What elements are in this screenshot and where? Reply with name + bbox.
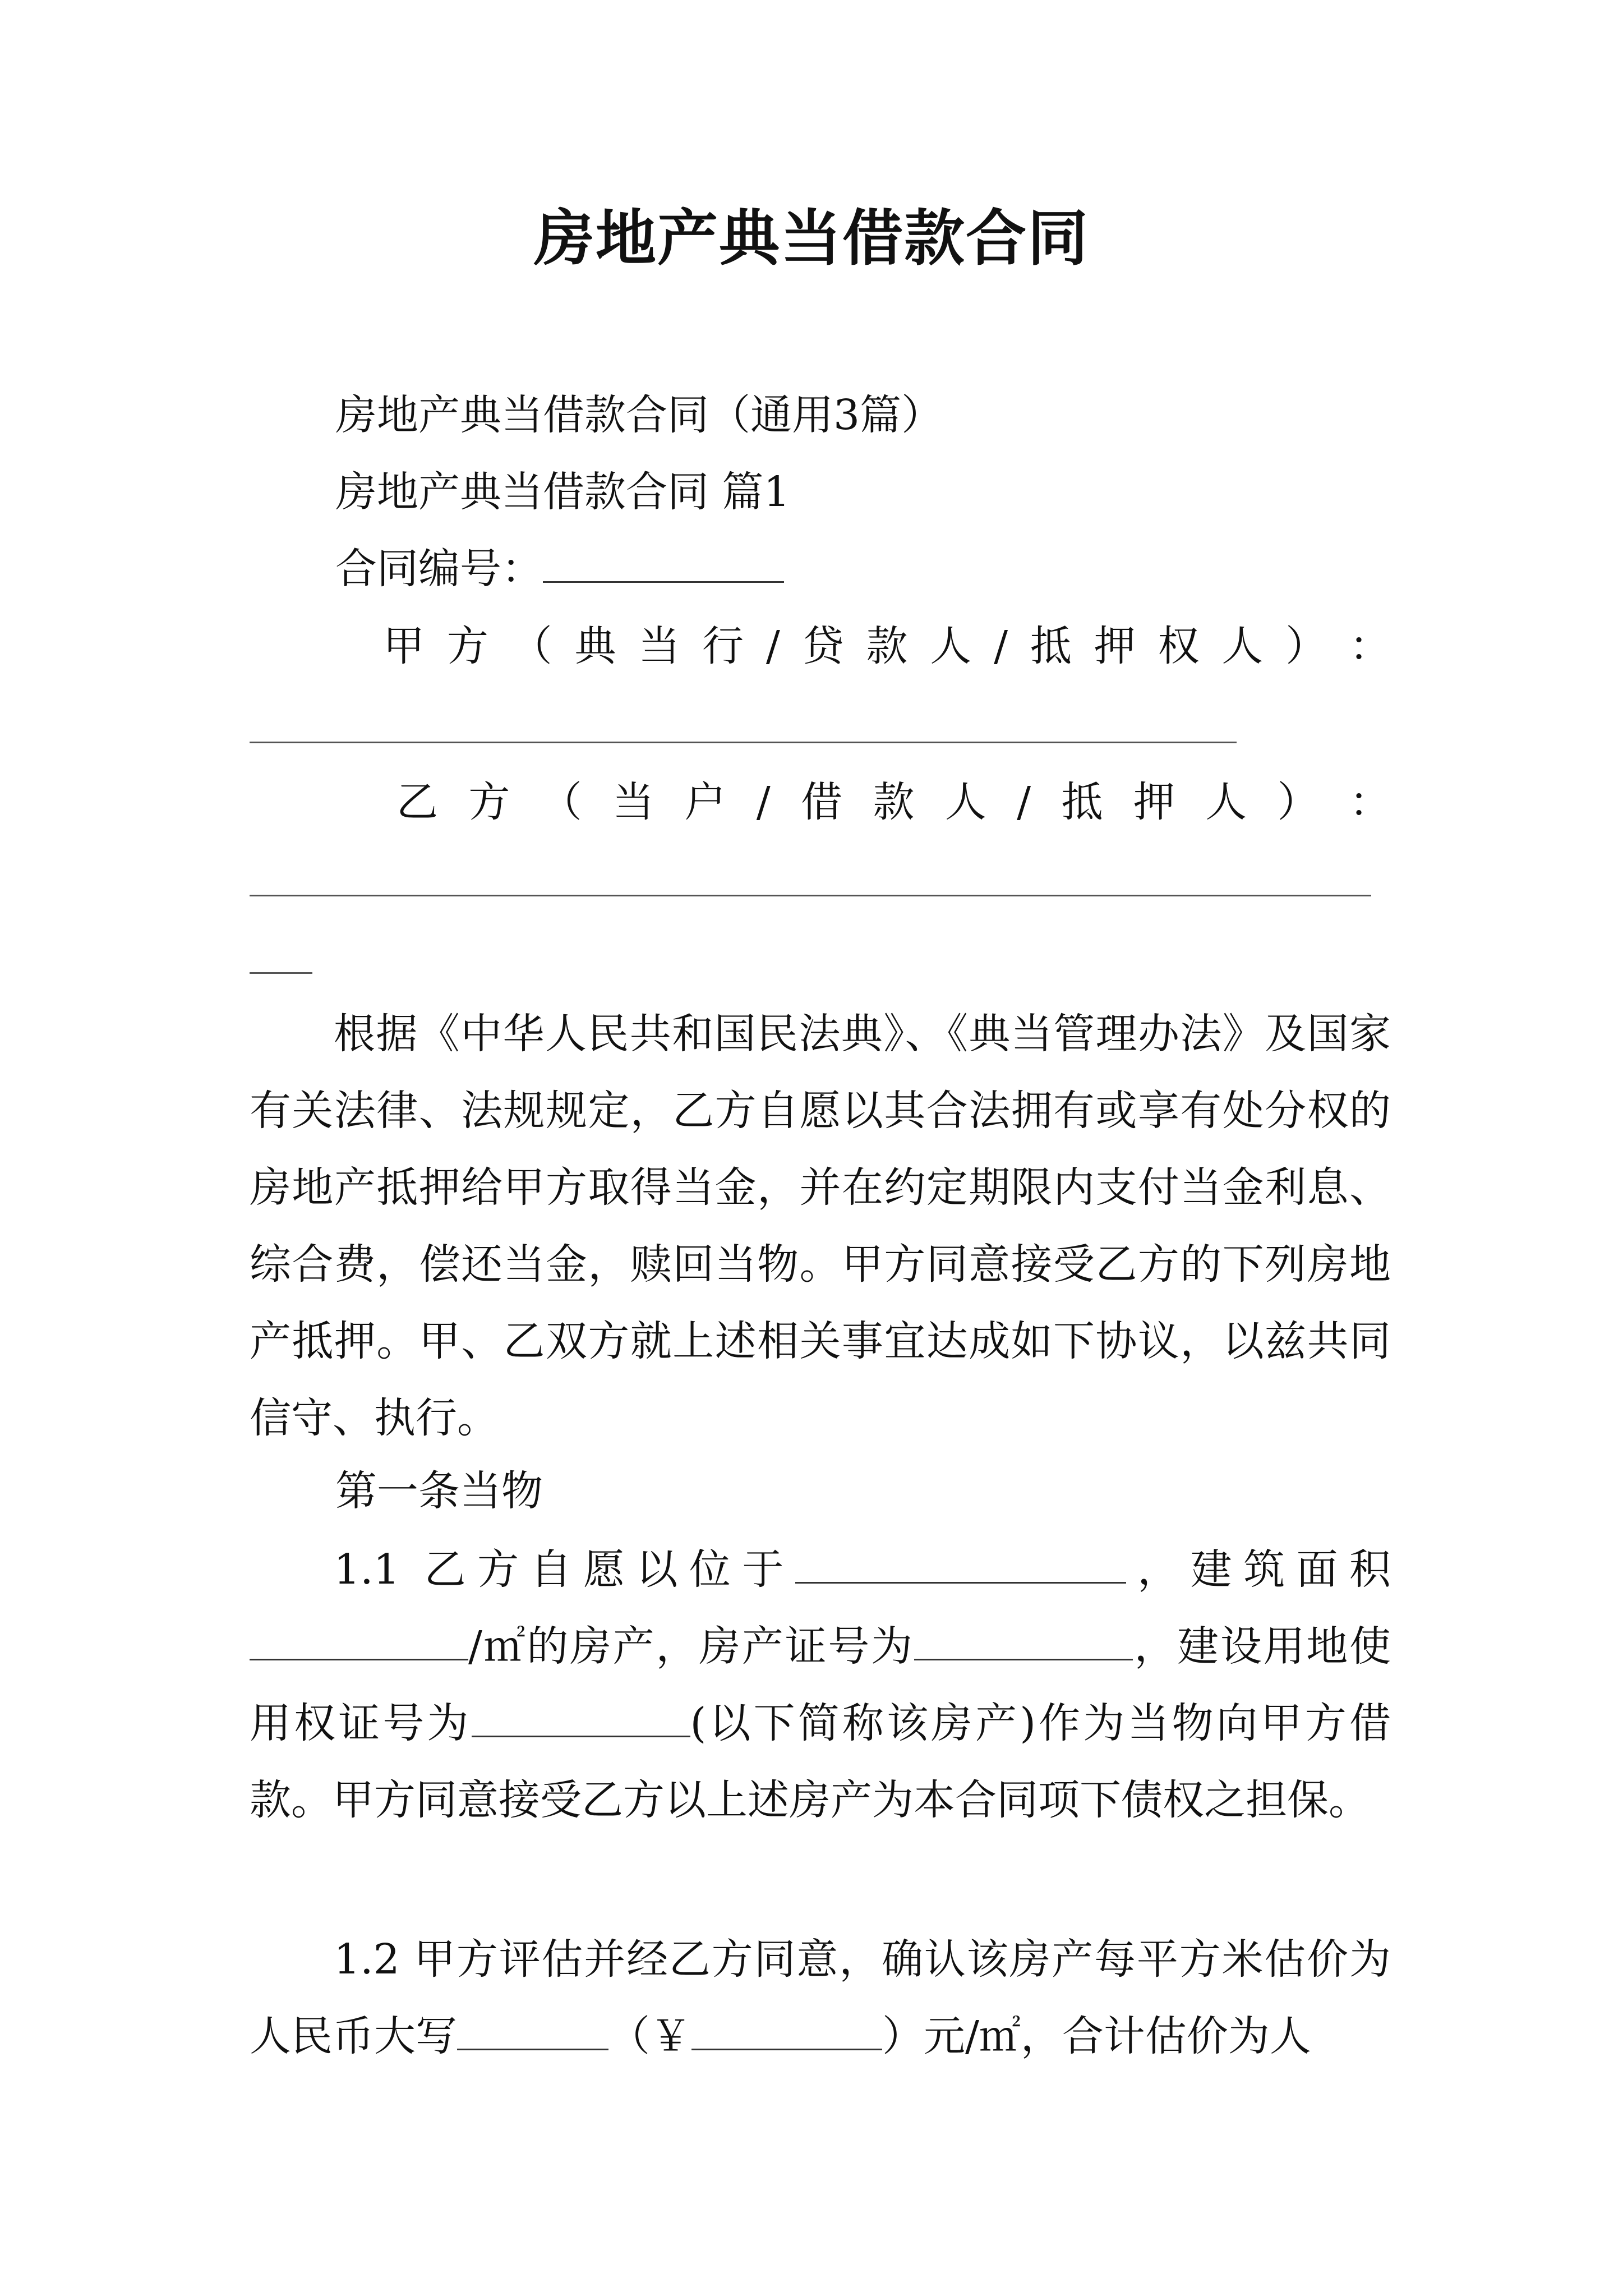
clause-1-1-text: (以下简称该房产)作为当物向甲方借款。甲方同意接受乙方以上述房产为本合同项下债权之担保。 bbox=[250, 1699, 1391, 1824]
clause-1-2-text: （￥ bbox=[608, 2012, 691, 2060]
party-b-char: 方 bbox=[468, 778, 510, 826]
party-b-char: 户 bbox=[684, 778, 726, 826]
contract-number-line bbox=[335, 541, 784, 597]
document-subtitle: 房地产典当借款合同（通用3篇） bbox=[335, 391, 943, 439]
party-a-char: 典 bbox=[574, 622, 616, 670]
clause-1-1-text: /㎡的房产，房产证号为 bbox=[468, 1622, 914, 1671]
party-a-char: 人 bbox=[930, 622, 972, 670]
contract-number-label: 合同编号： bbox=[335, 545, 543, 593]
document-title: 房地产典当借款合同 bbox=[533, 203, 1089, 274]
party-a-char: / bbox=[766, 622, 780, 670]
party-b-char: 押 bbox=[1133, 778, 1175, 826]
party-a-char: 行 bbox=[702, 622, 744, 670]
preamble-paragraph: 根据《中华人民共和国民法典》、《典当管理办法》及国家有关法律、法规规定，乙方自愿以其合法拥有或享有处分权的房地产抵押给甲方取得当金，并在约定期限内支付当金利息、综合费，偿还当金，赎回当物。甲方同意接受乙方的下列房地产抵押。甲、乙双方就上述相关事宜达成如下协议，以兹共同信守、执行。 bbox=[250, 1010, 1391, 1442]
price-words-blank bbox=[457, 2009, 608, 2050]
party-a-char: （ bbox=[510, 622, 552, 670]
price-number-blank bbox=[691, 2009, 882, 2050]
clause-1-2 bbox=[250, 1921, 1391, 2075]
party-b-char: 乙 bbox=[396, 778, 438, 826]
party-b-char: （ bbox=[540, 778, 582, 826]
party-a-char: ： bbox=[1349, 622, 1391, 670]
party-b-char: 款 bbox=[873, 778, 915, 826]
party-b-char: 抵 bbox=[1061, 778, 1103, 826]
party-a-char: 方 bbox=[446, 622, 488, 670]
party-a-blank-line bbox=[250, 742, 1237, 743]
party-b-blank-line-continued bbox=[250, 972, 312, 974]
party-a-char: 款 bbox=[866, 622, 908, 670]
contract-number-blank bbox=[543, 542, 784, 583]
party-b-char: ： bbox=[1349, 778, 1391, 826]
party-a-char: 人 bbox=[1221, 622, 1264, 670]
party-b-char: 当 bbox=[612, 778, 654, 826]
section-heading: 房地产典当借款合同 篇1 bbox=[335, 468, 790, 516]
clause-1-1-text: 1.1 乙方自愿以位于 bbox=[334, 1545, 795, 1594]
party-b-char: / bbox=[756, 778, 771, 826]
party-a-char: ） bbox=[1285, 622, 1327, 670]
party-b-char: 人 bbox=[1205, 778, 1247, 826]
party-a-char: / bbox=[994, 622, 1008, 670]
clause-1-1 bbox=[250, 1531, 1391, 1839]
area-blank bbox=[250, 1619, 468, 1660]
party-b-char: ） bbox=[1277, 778, 1319, 826]
party-a-char: 权 bbox=[1158, 622, 1200, 670]
location-blank bbox=[795, 1543, 1126, 1584]
property-cert-blank bbox=[914, 1619, 1133, 1660]
party-a-char: 押 bbox=[1094, 622, 1136, 670]
party-a-line bbox=[383, 618, 1391, 674]
party-a-char: 贷 bbox=[802, 622, 844, 670]
land-cert-blank bbox=[472, 1696, 690, 1737]
clause-1-2-text: ）元/㎡，合计估价为人 bbox=[882, 2012, 1311, 2060]
party-b-char: 人 bbox=[944, 778, 986, 826]
clause-1-1-text: ，建设用地使用权证号为 bbox=[250, 1622, 1391, 1747]
clause-1-1-text: ，建筑面积 bbox=[1126, 1545, 1391, 1594]
party-b-char: 借 bbox=[801, 778, 843, 826]
party-b-blank-line bbox=[250, 895, 1371, 896]
clause-1-2-text: 1.2 甲方评估并经乙方同意，确认该房产每平方米估价为人民币大写 bbox=[250, 1935, 1391, 2060]
party-a-char: 抵 bbox=[1030, 622, 1072, 670]
party-b-line bbox=[396, 774, 1391, 830]
article-1-heading: 第一条当物 bbox=[335, 1467, 543, 1515]
party-a-char: 甲 bbox=[383, 622, 425, 670]
party-b-char: / bbox=[1017, 778, 1031, 826]
party-a-char: 当 bbox=[638, 622, 680, 670]
